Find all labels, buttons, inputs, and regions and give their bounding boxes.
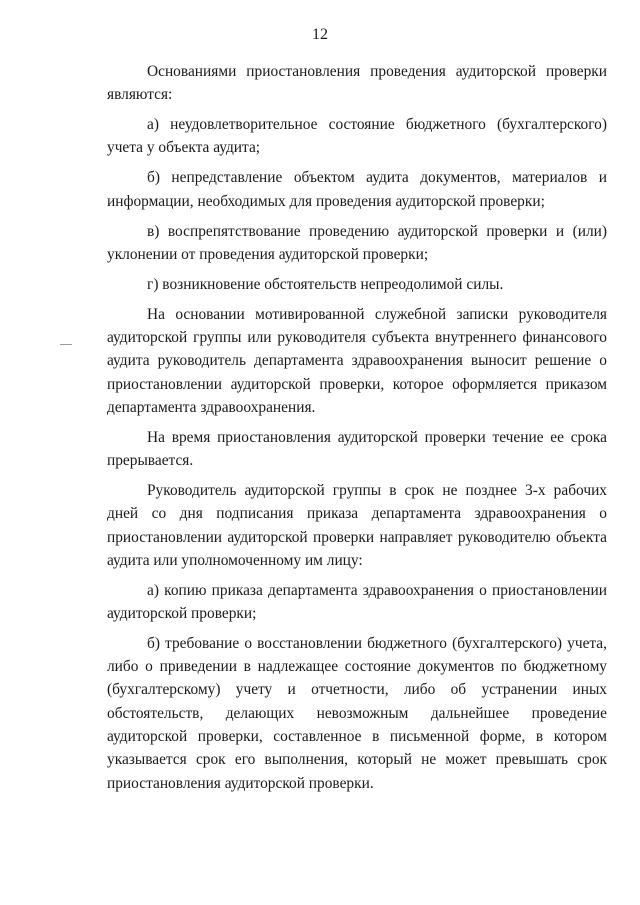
list-item-b-nonsubmission: б) непредставление объектом аудита документов, материалов и информации, необходимых для проведения аудиторской проверки;	[107, 169, 607, 210]
paragraph-suspension-decision: На основании мотивированной служебной записки руководителя аудиторской группы или руководителя субъекта внутреннего финансового аудита руководитель департамента здравоохранения выносит решение о приостановлении аудиторской проверки, которое оформляется приказом департамента здравоохранения.	[107, 305, 607, 416]
paragraph-suspension-grounds: Основаниями приостановления проведения аудиторской проверки являются:	[107, 63, 607, 104]
list-item-b-restoration-demand: б) требование о восстановлении бюджетного (бухгалтерского) учета, либо о приведении в надлежащее состояние документов по бюджетному (бухгалтерскому) учету и отчетности, либо об устранении иных обстоятельств, делающих невозможным дальнейшее проведение аудиторской проверки, составленное в письменной форме, в котором указывается срок его выполнения, который не может превышать срок приостановления аудиторской проверки.	[107, 634, 607, 792]
document-body	[107, 60, 607, 802]
list-item-c-obstruction: в) воспрепятствование проведению аудиторской проверки и (или) уклонении от проведения аудиторской проверки;	[107, 222, 607, 263]
list-item-a-order-copy: а) копию приказа департамента здравоохранения о приостановлении аудиторской проверки;	[107, 581, 607, 622]
page-number: 12	[312, 26, 328, 43]
paragraph-term-interruption: На время приостановления аудиторской проверки течение ее срока прерывается.	[107, 428, 607, 470]
margin-mark	[60, 344, 72, 345]
paragraph-notification: Руководитель аудиторской группы в срок не позднее 3-х рабочих дней со дня подписания приказа департамента здравоохранения о приостановлении аудиторской проверки направляет руководителю объекта аудита или уполномоченному им лицу:	[107, 481, 607, 569]
list-item-d-force-majeure: г) возникновение обстоятельств непреодолимой силы.	[147, 275, 504, 293]
list-item-a-accounting-state: а) неудовлетворительное состояние бюджетного (бухгалтерского) учета у объекта аудита;	[107, 116, 607, 157]
